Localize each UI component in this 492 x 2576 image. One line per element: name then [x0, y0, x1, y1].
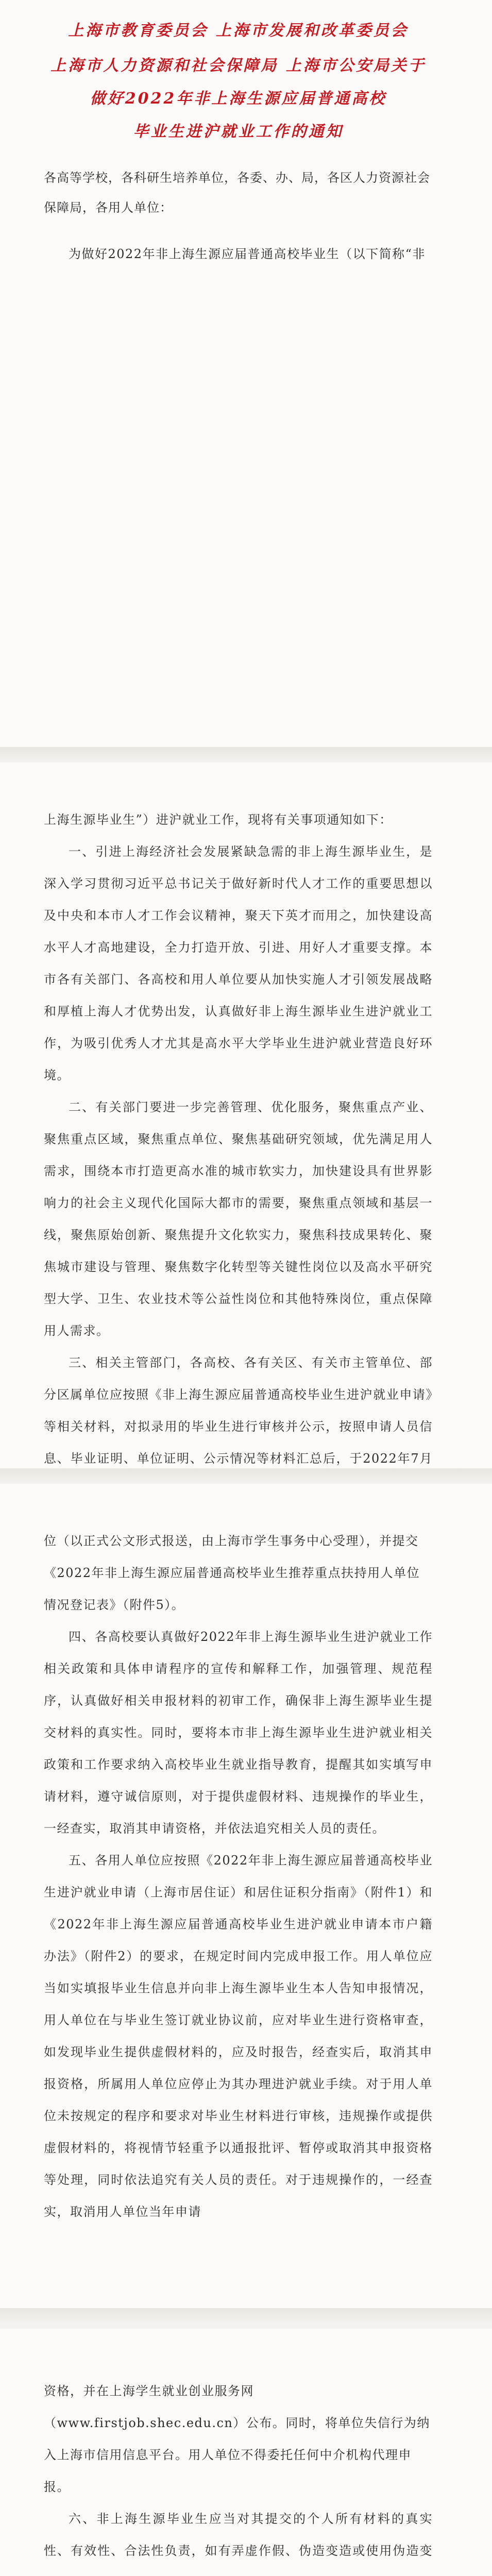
page-3 [0, 1484, 492, 2308]
page-gap [0, 2308, 492, 2324]
page-4 [0, 2329, 492, 2576]
section-2-paragraph: 二、有关部门要进一步完善管理、优化服务，聚焦重点产业、聚焦重点区域，聚焦重点单位、聚焦基础研究领域，优先满足用人需求，围绕本市打造更高水准的城市软实力，加快建设具有世界影响力的社会主义现代化国际大都市的需要，聚焦重点领域和基层一线，聚焦原始创新、聚焦提升文化软实力，聚焦科技成果转化、聚焦城市建设与管理、聚焦数字化转型等关键性岗位以及高水平研究型大学、卫生、农业技术等公益性岗位和其他特殊岗位，重点保障用人需求。 [44, 1100, 433, 1338]
page-1 [0, 0, 492, 747]
section-6-paragraph: 六、非上海生源毕业生应当对其提交的个人所有材料的真实性、有效性、合法性负责，如有弄虚作假、伪造变造或使用伪造变 [44, 2512, 433, 2558]
section-3-continued: 位（以正式公文形式报送，由上海市学生事务中心受理），并提交《2022年非上海生源应届普通高校毕业生推荐重点扶持用人单位情况登记表》（附件5）。 [44, 1534, 420, 1612]
section-5-paragraph: 五、各用人单位应按照《2022年非上海生源应届普通高校毕业生进沪就业申请（上海市居住证）和居住证积分指南》（附件1）和《2022年非上海生源应届普通高校毕业生进沪就业申请本市户籍办法》（附件2）的要求，在规定时间内完成申报工作。用人单位应当如实填报毕业生信息并向非上海生源毕业生本人告知申报情况，用人单位在与毕业生签订就业协议前，应对毕业生进行资格审查，如发现毕业生提供虚假材料的，应及时报告，经查实后，取消其申报资格，所属用人单位应停止为其办理进沪就业手续。对于用人单位未按规定的程序和要求对毕业生材料进行审核，违规操作或提供虚假材料的，将视情节轻重予以通报批评、暂停或取消其申报资格等处理，同时依法追究有关人员的责任。对于违规操作的，一经查实，取消用人单位当年申请 [44, 1853, 433, 2219]
section-3-paragraph: 三、相关主管部门，各高校、各有关区、有关市主管单位、部分区属单位应按照《非上海生源应届普通高校毕业生进沪就业申请》等相关材料，对拟录用的毕业生进行审核并公示，按照申请人员信息、毕业证明、单位证明、公示情况等材料汇总后，于2022年7月 [44, 1355, 433, 1466]
title-line-4: 毕业生进沪就业工作的通知 [133, 123, 344, 141]
section-4-paragraph: 四、各高校要认真做好2022年非上海生源毕业生进沪就业工作相关政策和具体申请程序的宣传和解释工作，加强管理、规范程序，认真做好相关申报材料的初审工作，确保非上海生源毕业生提交材料的真实性。同时，要将本市非上海生源毕业生进沪就业相关政策和工作要求纳入高校毕业生就业指导教育，提醒其如实填写申请材料，遵守诚信原则，对于提供虚假材料、违规操作的毕业生，一经查实，取消其申请资格，并依法追究相关人员的责任。 [44, 1630, 433, 1836]
page-gap [0, 747, 492, 762]
recipients: 各高等学校，各科研生培养单位，各委、办、局，各区人力资源社会保障局，各用人单位： [44, 171, 430, 215]
intro-continued: 上海生源毕业生”）进沪就业工作，现将有关事项通知如下： [44, 812, 393, 827]
title-line-2: 上海市人力资源和社会保障局 上海市公安局关于 [50, 57, 426, 75]
page-2 [0, 762, 492, 1468]
intro-paragraph: 为做好2022年非上海生源应届普通高校毕业生（以下简称“非 [69, 247, 426, 261]
title-line-1: 上海市教育委员会 上海市发展和改革委员会 [68, 22, 409, 40]
section-1-paragraph: 一、引进上海经济社会发展紧缺急需的非上海生源毕业生，是深入学习贯彻习近平总书记关于做好新时代人才工作的重要思想以及中央和本市人才工作会议精神，聚天下英才而用之，加快建设高水平人才高地建设，全力打造开放、引进、用好人才重要支撑。本市各有关部门、各高校和用人单位要从加快实施人才引领发展战略和厚植上海人才优势出发，认真做好非上海生源毕业生进沪就业工作，为吸引优秀人才尤其是高水平大学毕业生进沪就业营造良好环境。 [44, 844, 433, 1082]
title-line-3: 做好2022年非上海生源应届普通高校 [90, 90, 387, 108]
page-gap [0, 1468, 492, 1484]
section-5-continued: 资格，并在上海学生就业创业服务网（www.firstjob.shec.edu.cn）公布。同时，将单位失信行为纳入上海市信用信息平台。用人单位不得委托任何中介机构代理申报。 [44, 2384, 430, 2494]
